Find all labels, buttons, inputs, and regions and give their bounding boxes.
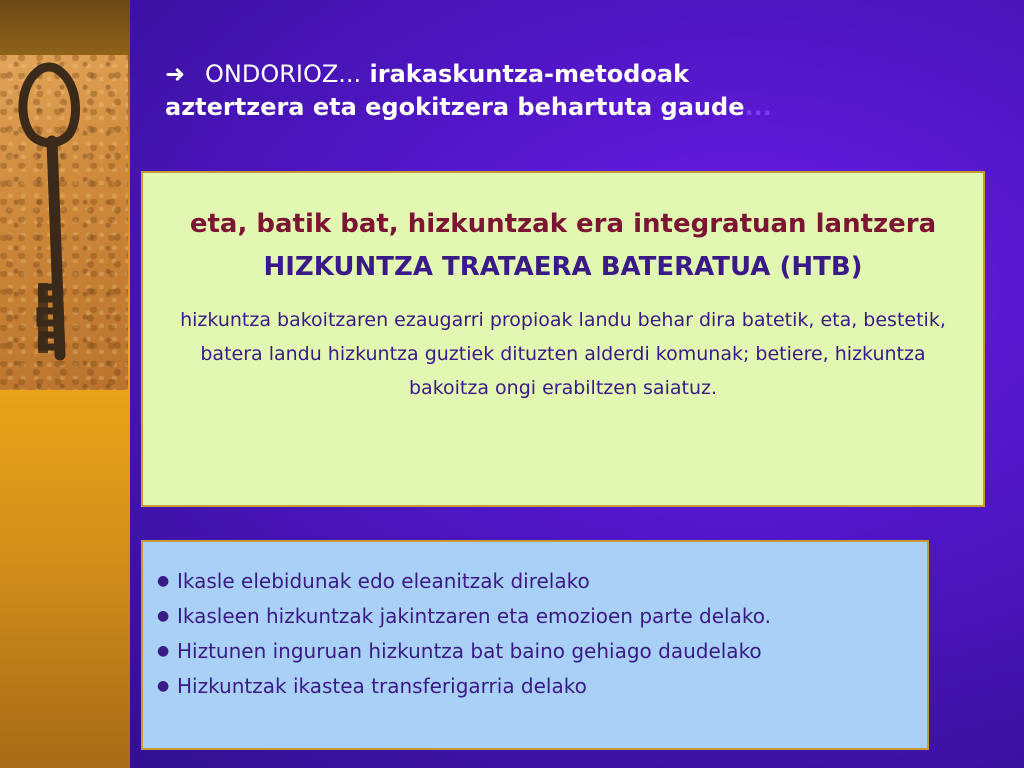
list-item	[153, 564, 927, 599]
heading-line2: aztertzera eta egokitzera behartuta gaude	[165, 93, 745, 121]
green-box-subtitle: HIZKUNTZA TRATAERA BATERATUA (HTB)	[263, 252, 863, 282]
slide-heading	[165, 58, 965, 124]
right-arrow-icon: ➜	[165, 60, 186, 88]
list-item-text: Ikasleen hizkuntzak jakintzaren eta emozioen parte delako.	[177, 604, 771, 628]
heading-dots: ...	[744, 93, 772, 121]
key-icon	[0, 55, 128, 390]
list-item	[153, 599, 927, 634]
heading-ondorioz: ONDORIOZ...	[205, 60, 362, 88]
list-item-text: Hizkuntzak ikastea transferigarria delako	[177, 674, 587, 698]
old-key-image	[0, 55, 128, 390]
bullet-icon: ●	[157, 608, 170, 624]
reasons-list	[143, 564, 927, 704]
list-item-text: Ikasle elebidunak edo eleanitzak direlako	[177, 569, 590, 593]
bullet-icon: ●	[157, 678, 170, 694]
bullet-icon: ●	[157, 643, 170, 659]
reasons-box	[141, 540, 929, 750]
bullet-icon: ●	[157, 573, 170, 589]
list-item-text: Hiztunen inguruan hizkuntza bat baino gehiago daudelako	[177, 639, 762, 663]
heading-line1: irakaskuntza-metodoak	[369, 60, 690, 88]
green-box-body: hizkuntza bakoitzaren ezaugarri propioak landu behar dira batetik, eta, bestetik, batera landu hizkuntza guztiek dituzten alderdi komunak; betiere, hizkuntza bakoitza ongi erabiltzen saiatuz.	[180, 309, 946, 399]
green-box-title: eta, batik bat, hizkuntzak era integratuan lantzera	[189, 209, 937, 239]
list-item	[153, 669, 927, 704]
list-item	[153, 634, 927, 669]
htb-definition-box	[141, 171, 985, 507]
